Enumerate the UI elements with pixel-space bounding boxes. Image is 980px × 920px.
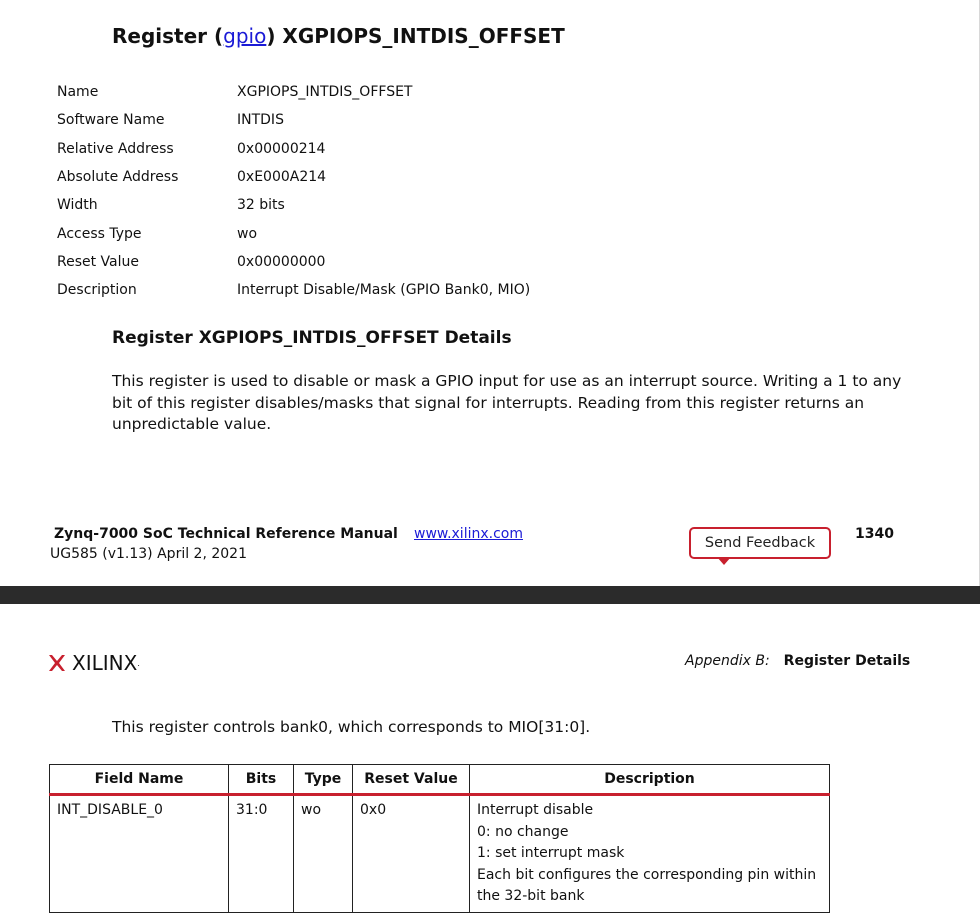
header-reset-value: Reset Value bbox=[353, 765, 470, 795]
footer-website-link[interactable]: www.xilinx.com bbox=[414, 526, 523, 542]
prop-label-absolute-address: Absolute Address bbox=[57, 169, 179, 185]
prop-label-software-name: Software Name bbox=[57, 112, 165, 128]
cell-description: Interrupt disable 0: no change 1: set interrupt mask Each bit configures the corresponding pin within the 32-bit bank bbox=[470, 795, 830, 913]
header-description: Description bbox=[470, 765, 830, 795]
prop-value-relative-address: 0x00000214 bbox=[237, 141, 326, 157]
table-row bbox=[50, 795, 830, 913]
header-bits: Bits bbox=[229, 765, 294, 795]
speech-bubble-tail-icon bbox=[717, 557, 731, 565]
prop-value-reset-value: 0x00000000 bbox=[237, 254, 326, 270]
prop-value-name: XGPIOPS_INTDIS_OFFSET bbox=[237, 84, 413, 100]
gpio-link[interactable]: gpio bbox=[223, 24, 267, 48]
cell-type: wo bbox=[294, 795, 353, 913]
prop-value-description: Interrupt Disable/Mask (GPIO Bank0, MIO) bbox=[237, 282, 531, 298]
details-paragraph: This register is used to disable or mask a GPIO input for use as an interrupt source. Writing a 1 to any bit of this register disables/masks that signal for interrupts. Reading from this register returns an unpredictable value. bbox=[112, 372, 902, 433]
prop-label-name: Name bbox=[57, 84, 99, 100]
footer-manual-title: Zynq-7000 SoC Technical Reference Manual bbox=[54, 526, 398, 542]
header-type: Type bbox=[294, 765, 353, 795]
appendix-title: Register Details bbox=[783, 653, 911, 669]
running-header bbox=[685, 653, 910, 669]
prop-value-absolute-address: 0xE000A214 bbox=[237, 169, 327, 185]
prop-label-width: Width bbox=[57, 197, 98, 213]
document-page-next bbox=[0, 604, 980, 920]
send-feedback-label[interactable]: Send Feedback bbox=[689, 527, 831, 559]
cell-reset-value: 0x0 bbox=[353, 795, 470, 913]
page-number: 1340 bbox=[855, 526, 894, 542]
footer-doc-version: UG585 (v1.13) April 2, 2021 bbox=[50, 546, 247, 562]
details-heading: Register XGPIOPS_INTDIS_OFFSET Details bbox=[112, 328, 512, 348]
xilinx-x-mark-icon bbox=[48, 654, 66, 672]
prop-label-relative-address: Relative Address bbox=[57, 141, 174, 157]
cell-bits: 31:0 bbox=[229, 795, 294, 913]
xilinx-logo-text: XILINX bbox=[72, 651, 138, 675]
registered-mark: . bbox=[137, 658, 140, 668]
send-feedback-button[interactable] bbox=[689, 527, 833, 567]
prop-value-width: 32 bits bbox=[237, 197, 285, 213]
field-table-header-row bbox=[50, 765, 830, 795]
field-table bbox=[49, 764, 830, 913]
prop-label-description: Description bbox=[57, 282, 137, 298]
appendix-label: Appendix B: bbox=[685, 653, 770, 669]
prop-value-software-name: INTDIS bbox=[237, 112, 284, 128]
prop-label-reset-value: Reset Value bbox=[57, 254, 140, 270]
header-field-name: Field Name bbox=[50, 765, 229, 795]
prop-label-access-type: Access Type bbox=[57, 226, 142, 242]
bank-intro-text: This register controls bank0, which corresponds to MIO[31:0]. bbox=[112, 718, 591, 736]
cell-field-name: INT_DISABLE_0 bbox=[50, 795, 229, 913]
register-title: Register (gpio) XGPIOPS_INTDIS_OFFSET bbox=[112, 24, 565, 48]
prop-value-access-type: wo bbox=[237, 226, 258, 242]
xilinx-logo bbox=[48, 652, 140, 674]
page-separator bbox=[0, 586, 980, 604]
